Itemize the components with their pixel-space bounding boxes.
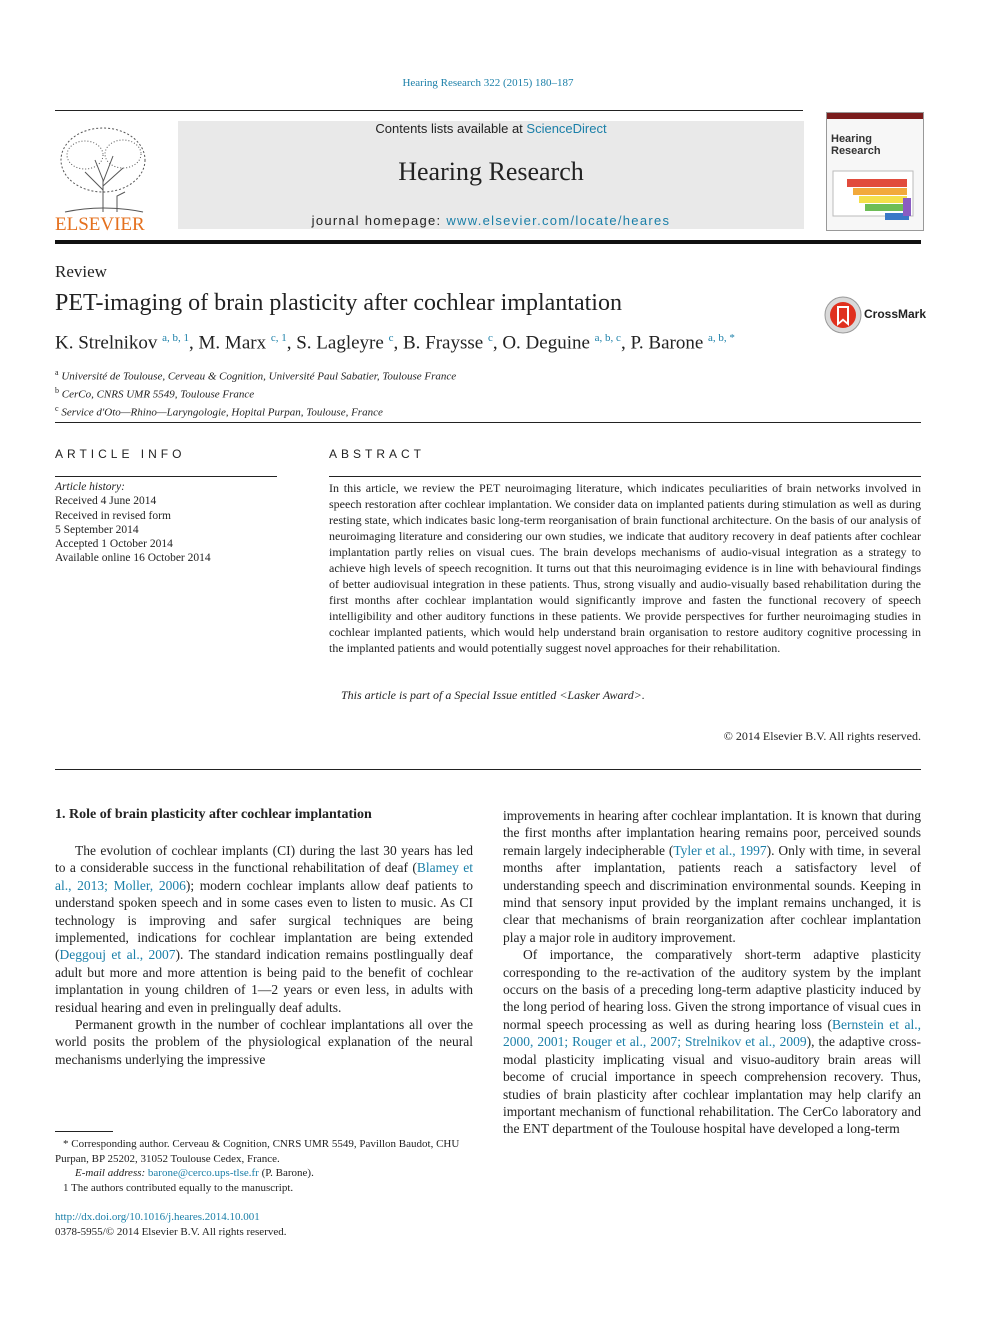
abstract-rule <box>329 476 921 477</box>
crossmark-icon <box>824 296 862 334</box>
history-item: Received 4 June 2014 <box>55 495 157 508</box>
author-separator: , <box>189 332 199 354</box>
affiliation-key: c <box>55 404 59 414</box>
author-name[interactable]: B. Fraysse <box>402 332 484 354</box>
special-issue-note: This article is part of a Special Issue entitled <Lasker Award>. <box>341 688 645 702</box>
sciencedirect-link[interactable]: ScienceDirect <box>526 121 607 136</box>
author-separator: , <box>492 332 503 354</box>
body-column-left <box>55 842 473 1068</box>
author-separator: , <box>393 332 403 354</box>
email-note: E-mail address: barone@cerco.ups-tlse.fr (P. Barone). <box>75 1167 314 1179</box>
body-paragraph: The evolution of cochlear implants (CI) during the last 30 years has led to a considerable success in the functional rehabilitation of deaf (Blamey et al., 2013; Moller, 2006); modern cochlear implants allow deaf patients to understand spoken speech and in some cases even to listen to music. As CI technology is improving and safer surgical techniques are being implemented, indications for cochlear implantation are being extended (Deggouj et al., 2007). The standard indication remains postlingually deaf adult but more and more attention is being paid to the benefit of cochlear implantation in young children of 1—2 years or even less, in adults with residual hearing and even in prelingually deaf adults. <box>55 843 474 1015</box>
header-top-rule <box>55 110 803 111</box>
article-history <box>55 480 211 566</box>
journal-cover-thumbnail[interactable] <box>826 112 924 231</box>
doi-link[interactable]: http://dx.doi.org/10.1016/j.heares.2014.10.001 <box>55 1211 260 1223</box>
body-paragraph: Permanent growth in the number of cochlear implantations all over the world posits the problem of the physiological explanation of the neural mechanisms underlying the impressive <box>55 1017 473 1067</box>
abstract-text: In this article, we review the PET neuroimaging literature, which indicates peculiarities of brain networks involved in speech restoration after cochlear implantation. We consider data on implanted patients during stimulation as well as during resting state, which indicates basic long-term reorganisation of brain functional architecture. On the basis of our analysis of neuroimaging literature and considering our own studies, we indicate that auditory recovery in deaf patients after cochlear implantation partly relies on visual cues. The brain develops mechanisms of audio-visual integration as a strategy to achieve high levels of speech recognition. It turns out that this neuroimaging evidence is in line with behavioural findings of better audiovisual integration in these patients. Thus, strong visually and audio-visually based rehabilitation during the first months after cochlear implantation would significantly improve and fasten the functional recovery of speech intelligibility and other auditory functions in these patients. We provide perspectives for further neuroimaging studies in cochlear implanted patients, which would help understand brain organisation to restore auditory cognitive processing in the implanted patients and would potentially suggest novel approaches for their rehabilitation. <box>329 481 921 655</box>
affiliations <box>55 366 456 420</box>
author-separator: , <box>620 332 631 354</box>
journal-title: Hearing Research <box>398 157 584 186</box>
history-item: Received in revised form <box>55 509 171 522</box>
divider-rule <box>55 769 921 770</box>
author-name[interactable]: K. Strelnikov <box>55 332 158 354</box>
abstract-heading: ABSTRACT <box>329 447 426 461</box>
citation-link[interactable]: Deggouj et al., 2007 <box>59 947 176 963</box>
equal-contribution-note: 1 The authors contributed equally to the manuscript. <box>63 1181 294 1194</box>
affiliation-item <box>55 402 456 420</box>
article-info-rule <box>55 476 277 477</box>
author-affiliation-marker[interactable]: a, b, * <box>708 332 735 344</box>
citation-link[interactable]: Blamey et al., 2013; Moller, 2006 <box>55 860 474 893</box>
history-item: 5 September 2014 <box>55 523 139 536</box>
affiliation-key: b <box>55 386 59 396</box>
author-affiliation-marker[interactable]: a, b, 1 <box>162 332 190 344</box>
cover-title: Hearing Research <box>831 133 881 157</box>
affiliation-text: CerCo, CNRS UMR 5549, Toulouse France <box>61 388 255 401</box>
section-heading: 1. Role of brain plasticity after cochlear implantation <box>55 807 372 822</box>
author-separator: , <box>286 332 297 354</box>
history-heading: Article history: <box>55 481 125 493</box>
footnote-rule <box>55 1131 113 1132</box>
citation-link[interactable]: Tyler et al., 1997 <box>673 842 767 858</box>
cover-figure-icon <box>827 113 923 230</box>
affiliation-item <box>55 384 456 402</box>
journal-homepage: journal homepage: www.elsevier.com/locate/heares <box>311 213 671 228</box>
contents-line: Contents lists available at ScienceDirect <box>375 121 607 136</box>
author-affiliation-marker[interactable]: c, 1 <box>270 332 287 344</box>
crossmark-badge[interactable] <box>824 296 927 334</box>
author-affiliation-marker[interactable]: c <box>388 332 394 344</box>
author-name[interactable]: O. Deguine <box>502 332 590 354</box>
homepage-link[interactable]: www.elsevier.com/locate/heares <box>446 213 671 228</box>
elsevier-tree-icon <box>55 120 155 232</box>
article-info-heading: ARTICLE INFO <box>55 447 186 461</box>
affiliation-text: Service d'Oto—Rhino—Laryngologie, Hopital Purpan, Toulouse, France <box>61 406 383 419</box>
author-affiliation-marker[interactable]: c <box>487 332 493 344</box>
author-name[interactable]: P. Barone <box>630 332 704 354</box>
affiliation-key: a <box>55 368 59 377</box>
history-item: Available online 16 October 2014 <box>55 552 211 565</box>
crossmark-label: CrossMark <box>864 307 927 321</box>
affiliation-text: Université de Toulouse, Cerveau & Cognition, Université Paul Sabatier, Toulouse France <box>61 370 457 383</box>
divider-rule <box>55 422 921 423</box>
author-name[interactable]: M. Marx <box>198 332 267 354</box>
footnotes <box>55 1137 473 1195</box>
body-column-right <box>503 807 921 1138</box>
body-paragraph: Of importance, the comparatively short-term adaptive plasticity corresponding to the re-activation of the auditory system by the implant occurs on the basis of a preceding long-term adaptive plasticity induced by the long period of hearing loss. Given the strong importance of visual cues in normal speech processing as well as during hearing loss (Bernstein et al., 2000, 2001; Rouger et al., 2007; Strelnikov et al., 2009), the adaptive cross-modal plasticity implicating visual and visuo-auditory brain areas will become of crucial importance in speech comprehension recovery. Thus, studies of brain plasticity after cochlear implantation may help clarify an important mechanism of functional rehabilitation. The CerCo laboratory and the ENT department of the Toulouse hospital have developed a long-term <box>503 947 921 1137</box>
body-paragraph: improvements in hearing after cochlear implantation. It is known that during the first months after implantation hearing remains poor, perceived sounds remain largely indecipherable (Tyler et al., 1997). Only with time, in several months after implantation, patients reach a satisfactory level of understanding speech and discrimination environmental sounds. Keeping in mind that sensory input provided by the implant remains unchanged, it is clear that mechanisms of brain reorganization after cochlear implantation play a major role in auditory improvement. <box>503 808 922 945</box>
author-affiliation-marker[interactable]: a, b, c <box>594 332 621 344</box>
header-thick-rule <box>55 240 921 244</box>
abstract-copyright: © 2014 Elsevier B.V. All rights reserved. <box>723 729 921 743</box>
elsevier-logo[interactable] <box>55 120 155 232</box>
author-name[interactable]: S. Lagleyre <box>296 332 384 354</box>
article-title: PET-imaging of brain plasticity after cochlear implantation <box>55 290 622 316</box>
journal-citation[interactable]: Hearing Research 322 (2015) 180–187 <box>402 77 574 89</box>
citation-link[interactable]: Bernstein et al., 2000, 2001; Rouger et al., 2007; Strelnikov et al., 2009 <box>503 1016 921 1050</box>
corresponding-author-note: * Corresponding author. Cerveau & Cognition, CNRS UMR 5549, Pavillon Baudot, CHU Purpan, BP 25202, 31052 Toulouse Cedex, France. <box>55 1138 460 1165</box>
affiliation-item <box>55 366 456 384</box>
article-type: Review <box>55 262 107 281</box>
issn-line: 0378-5955/© 2014 Elsevier B.V. All rights reserved. <box>55 1226 287 1238</box>
svg-text:ELSEVIER: ELSEVIER <box>55 214 145 232</box>
history-item: Accepted 1 October 2014 <box>55 538 173 551</box>
email-link[interactable]: barone@cerco.ups-tlse.fr <box>147 1167 259 1179</box>
author-list <box>55 332 735 354</box>
